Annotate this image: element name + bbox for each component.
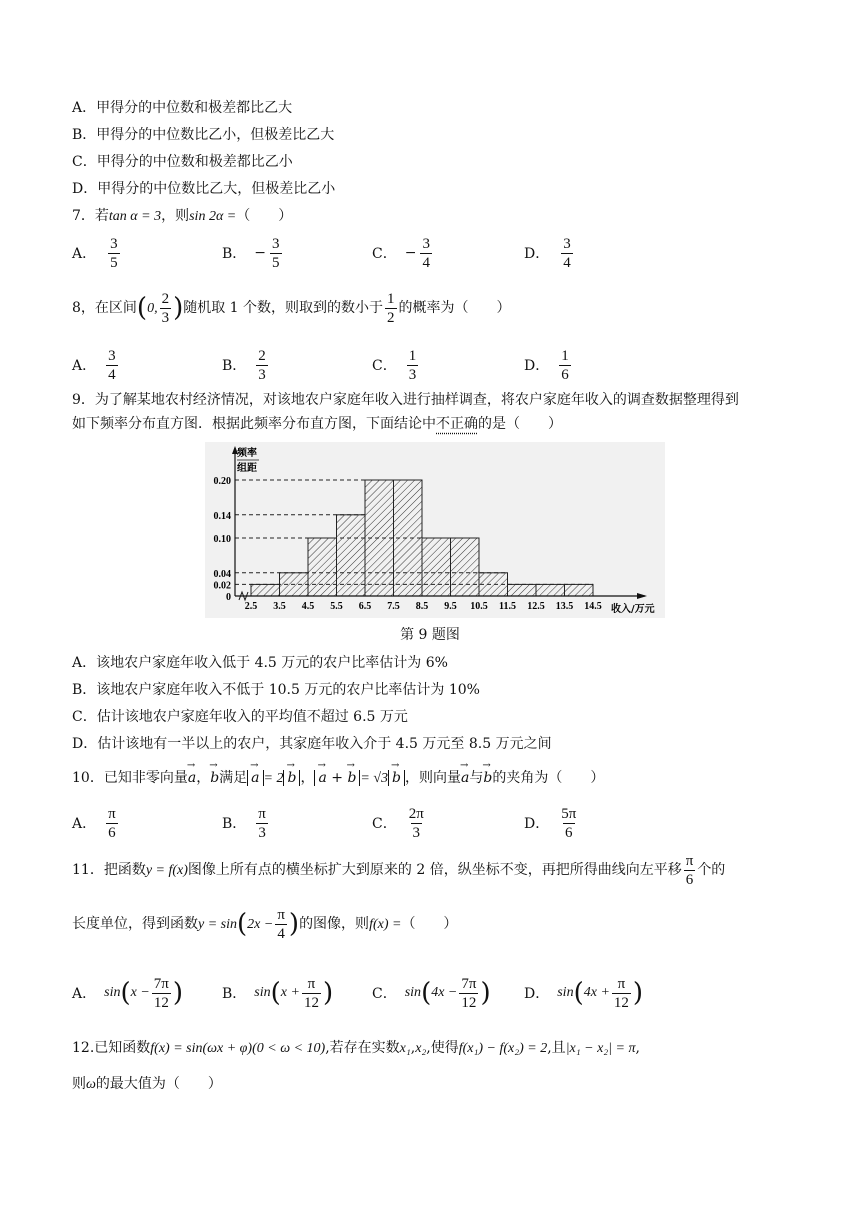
x-axis-label: 收入/万元 xyxy=(611,604,655,615)
x-tick-label-0: 2.5 xyxy=(244,601,258,612)
histogram-chart xyxy=(205,442,665,618)
histogram-bar-2 xyxy=(308,538,337,596)
x-tick-label-12: 14.5 xyxy=(584,601,602,612)
x-tick-label-6: 8.5 xyxy=(415,601,429,612)
q8-option-d: D． $\frac{1}{6}$ xyxy=(524,347,569,383)
q7-option-a: A． $\frac{3}{5}$ xyxy=(72,235,118,271)
q10-options xyxy=(72,800,792,846)
histogram-bar-7 xyxy=(451,538,480,596)
q8-option-a: A． $\frac{3}{4}$ xyxy=(72,347,116,383)
q9-chart-caption: 第 9 题图 xyxy=(400,627,460,643)
q8-stem: 8，在区间(0, $\frac{2}{3}$ )随机取 1 个数，则取到的数小于 $\frac{1}{2}$ 的概率为（ ） xyxy=(72,290,511,326)
x-tick-label-3: 5.5 xyxy=(330,601,343,612)
q11-option-d: D． sin ( 4x + $\frac{\pi}{12}$ ) xyxy=(524,975,644,1011)
q11-option-c: C． sin ( 4x − $\frac{7\pi}{12}$ ) xyxy=(372,975,491,1011)
q6-option-b: B．甲得分的中位数比乙小，但极差比乙大 xyxy=(72,127,335,143)
histogram-bar-5 xyxy=(394,480,423,596)
y-tick-label-2: 0.04 xyxy=(213,568,231,580)
q11-stem-line1: 11．把函数y = f(x)图像上所有点的横坐标扩大到原来的 2 倍，纵坐标不变，再把所得曲线向左平移 $\frac{\pi}{6}$ 个的 xyxy=(72,852,726,888)
q11-options xyxy=(72,970,792,1016)
y-tick-label-3: 0.10 xyxy=(213,534,231,545)
x-tick-label-1: 3.5 xyxy=(273,601,286,612)
histogram-bar-4 xyxy=(365,480,394,596)
histogram-bar-3 xyxy=(337,515,366,596)
q8-option-c: C． $\frac{1}{3}$ xyxy=(372,347,417,383)
x-tick-label-5: 7.5 xyxy=(387,601,400,612)
histogram-bar-10 xyxy=(536,584,565,596)
q10-stem: 10．已知非零向量→ a，→ b满足→ a = 2→ b ，→ a + → b = √3→ b ，则向量→ a与→ b的夹角为（ ） xyxy=(72,768,604,789)
x-tick-label-7: 9.5 xyxy=(444,601,457,612)
q7-options xyxy=(72,230,792,276)
histogram-bar-11 xyxy=(565,584,594,596)
y-tick-label-1: 0.02 xyxy=(213,580,231,592)
histogram-bar-0 xyxy=(251,584,280,596)
q12-stem-line1: 12.已知函数f(x) = sin(ωx + φ)(0 < ω < 10),若存在实数x₁,x₂,使得f(x₁) − f(x₂) = 2,且|x₁ − x₂| = π, xyxy=(72,1040,640,1056)
q12-stem-line2: 则ω的最大值为（ ） xyxy=(72,1076,222,1092)
x-tick-label-9: 11.5 xyxy=(499,601,516,612)
x-tick-label-2: 4.5 xyxy=(301,601,315,612)
y-axis-label-top: 频率 xyxy=(237,448,257,459)
q10-option-d: D． $\frac{5\pi}{6}$ xyxy=(524,805,577,841)
q9-stem-line1: 9．为了解某地农村经济情况，对该地农户家庭年收入进行抽样调查，将农户家庭年收入的调查数据整理得到 xyxy=(72,392,739,408)
q6-option-a: A．甲得分的中位数和极差都比乙大 xyxy=(72,100,293,116)
histogram-bar-8 xyxy=(479,573,508,596)
q6-option-c: C．甲得分的中位数和极差都比乙小 xyxy=(72,154,293,170)
y-tick-label-0: 0 xyxy=(226,592,231,603)
x-tick-label-10: 12.5 xyxy=(527,601,545,612)
q6-option-d: D．甲得分的中位数比乙大，但极差比乙小 xyxy=(72,181,336,197)
q7-option-d: D． $\frac{3}{4}$ xyxy=(524,235,571,271)
q8-option-b: B． $\frac{2}{3}$ xyxy=(222,347,266,383)
x-tick-label-11: 13.5 xyxy=(555,601,574,612)
q9-option-b: B．该地农户家庭年收入不低于 10.5 万元的农户比率估计为 10% xyxy=(72,682,480,698)
y-tick-label-5: 0.20 xyxy=(213,476,231,487)
q9-option-a: A．该地农户家庭年收入低于 4.5 万元的农户比率估计为 6% xyxy=(72,655,448,671)
q9-stem-line2: 如下频率分布直方图．根据此频率分布直方图，下面结论中不正确的是（ ） xyxy=(72,416,562,432)
histogram-bar-1 xyxy=(280,573,309,596)
q7-option-c: C． − $\frac{3}{4}$ xyxy=(372,235,430,271)
q10-option-b: B． $\frac{\pi}{3}$ xyxy=(222,805,266,841)
q7-stem: 7．若tan α = 3，则sin 2α =（ ） xyxy=(72,208,293,224)
q11-option-b: B． sin ( x + $\frac{\pi}{12}$ ) xyxy=(222,975,334,1011)
y-axis-label-bottom: 组距 xyxy=(237,463,257,474)
q11-stem-line2: 长度单位，得到函数y = sin(2x − $\frac{\pi}{4}$ )的图像，则f(x) =（ ） xyxy=(72,906,458,942)
q10-option-c: C． $\frac{2\pi}{3}$ xyxy=(372,805,424,841)
x-tick-label-4: 6.5 xyxy=(358,601,372,612)
y-tick-label-4: 0.14 xyxy=(213,510,231,522)
q9-option-c: C．估计该地农户家庭年收入的平均值不超过 6.5 万元 xyxy=(72,709,408,725)
histogram-bar-9 xyxy=(508,584,537,596)
q11-option-a: A． sin ( x − $\frac{7\pi}{12}$ ) xyxy=(72,975,184,1011)
histogram-bar-6 xyxy=(422,538,451,596)
q10-option-a: A． $\frac{\pi}{6}$ xyxy=(72,805,116,841)
x-tick-label-8: 10.5 xyxy=(470,601,488,612)
q9-option-d: D．估计该地有一半以上的农户，其家庭年收入介于 4.5 万元至 8.5 万元之间 xyxy=(72,736,552,752)
q8-options xyxy=(72,342,792,388)
q7-option-b: B． − $\frac{3}{5}$ xyxy=(222,235,280,271)
